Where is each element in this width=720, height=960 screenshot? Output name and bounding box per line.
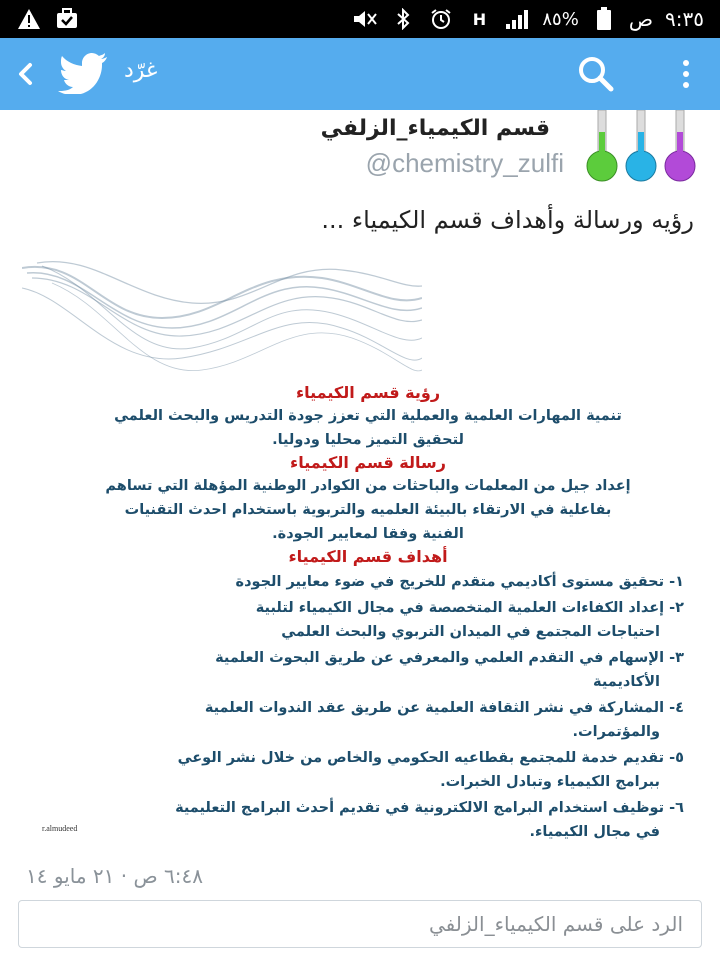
vision-line: لتحقيق التميز محليا ودوليا. — [272, 432, 464, 448]
goal-line: ١- تحقيق مستوى أكاديمي متقدم للخريج في ضوء معايير الجودة — [235, 574, 684, 590]
alarm-icon — [428, 8, 454, 30]
mission-line: الفنية وفقا لمعايير الجودة. — [272, 526, 464, 542]
avatar[interactable] — [586, 110, 696, 184]
warning-icon — [16, 8, 42, 30]
back-chevron-icon — [12, 60, 40, 88]
mission-line: بفاعلية في الارتقاء بالبيئة العلميه والتربوية باستخدام احدث التقنيات — [124, 502, 612, 518]
menu-dot — [683, 82, 689, 88]
tweet-image[interactable] — [22, 258, 702, 838]
status-bar — [0, 0, 720, 38]
author-name[interactable]: قسم الكيمياء_الزلفي — [320, 116, 550, 141]
search-button[interactable] — [576, 54, 616, 94]
briefcase-check-icon — [54, 8, 80, 30]
status-period: ص — [628, 7, 654, 31]
compose-tweet-button[interactable]: غرّد — [124, 58, 158, 83]
tweet-timestamp: ٦:٤٨ ص · ٢١ مايو ١٤ — [26, 864, 203, 888]
reply-input[interactable] — [19, 901, 701, 947]
tweet-author[interactable] — [0, 110, 720, 190]
goal-line: ٣- الإسهام في التقدم العلمي والمعرفي عن طريق البحوث العلمية — [215, 650, 684, 666]
signal-icon — [504, 8, 530, 30]
overflow-menu-icon[interactable] — [672, 54, 700, 94]
goal-line: احتياجات المجتمع في الميدان التربوي والبحث العلمي — [281, 624, 660, 640]
goal-line: ٦- توظيف استخدام البرامج الالكترونية في تقديم أحدث البرامج التعليمية — [175, 800, 684, 816]
author-handle[interactable]: @chemistry_zulfi — [365, 148, 564, 178]
status-left — [16, 8, 80, 30]
mute-icon — [352, 8, 378, 30]
network-type: H — [472, 9, 487, 29]
search-icon — [576, 54, 616, 94]
goal-line: ٥- تقديم خدمة للمجتمع بقطاعيه الحكومي والخاص من خلال نشر الوعي — [177, 750, 684, 766]
vision-title: رؤية قسم الكيمياء — [295, 383, 441, 402]
app-bar — [0, 38, 720, 110]
tweet-text: رؤيه ورسالة وأهداف قسم الكيمياء ... — [321, 206, 694, 234]
back-button[interactable] — [12, 60, 40, 88]
battery-icon — [591, 8, 617, 30]
mission-line: إعداد جيل من المعلمات والباحثات من الكوادر الوطنية المؤهلة التي تساهم — [105, 478, 631, 494]
bluetooth-icon — [390, 8, 416, 30]
goal-line: الأكاديمية — [593, 674, 660, 690]
goal-item — [52, 746, 684, 794]
goal-item — [52, 696, 684, 744]
goal-item — [52, 570, 684, 594]
twitter-bird-icon — [58, 52, 108, 94]
image-watermark: r.almudeed — [42, 824, 78, 833]
goal-line: في مجال الكيمياء. — [529, 824, 660, 840]
goal-line: ٢- إعداد الكفاءات العلمية المتخصصة في مجال الكيمياء لتلبية — [255, 600, 684, 616]
vision-line: تنمية المهارات العلمية والعملية التي تعزز جودة التدريس والبحث العلمي — [114, 408, 622, 424]
status-right — [352, 7, 704, 31]
menu-dot — [683, 71, 689, 77]
goals-title: أهداف قسم الكيمياء — [288, 547, 448, 566]
battery-percent: ٨٥% — [542, 8, 579, 30]
smoke-decoration — [22, 258, 422, 388]
goal-line: والمؤتمرات. — [572, 724, 660, 740]
goal-line: ٤- المشاركة في نشر الثقافة العلمية عن طريق عقد الندوات العلمية — [204, 700, 684, 716]
flasks-icon — [586, 110, 696, 184]
menu-dot — [683, 60, 689, 66]
goal-line: ببرامج الكيمياء وتبادل الخبرات. — [440, 774, 660, 790]
reply-box[interactable] — [18, 900, 702, 948]
image-text — [52, 382, 684, 844]
goal-item — [52, 596, 684, 644]
status-time: ٩:٣٥ — [665, 7, 704, 31]
goal-item — [52, 796, 684, 844]
goal-item — [52, 646, 684, 694]
mission-title: رسالة قسم الكيمياء — [290, 453, 446, 472]
